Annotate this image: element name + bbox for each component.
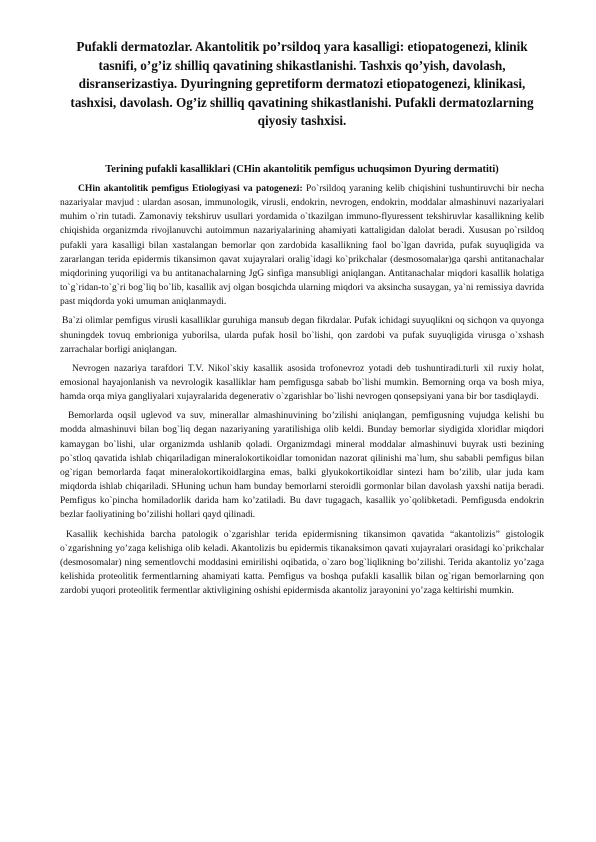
paragraph-viral-theory: Ba`zi olimlar pemfigus virusli kasalliklar guruhiga mansub degan fikrdalar. Pufak ichidagi suyuqlikni oq sichqon va quyonga shuningdek tovuq embrioniga yuborilsa, ularda pufak hosil bo`lishi, qon zardobi va pufak suyuqligida virusga o`xshash zarrachalar borligi aniqlangan. bbox=[60, 315, 544, 355]
paragraph-metabolic-theory: Bemorlarda oqsil uglevod va suv, minerallar almashinuvining bo’zilishi aniqlangan, pemfigusning vujudga kelishi bu modda almashinuvi bilan bog`liq degan nazariyaning yaratilishiga olib keldi. Bunday bemorlar siydigida xloridlar miqdori kamaygan bo`lishi, ular organizmda ushlanib qoladi. Organizmdagi mineral moddalar almashinuvi buyrak usti bezining po`stloq qavatida ishlab chiqariladigan mineralokortikoidlar tomonidan nazorat qilinishi ma`lum, shu sababli pemfigus bilan og`rigan bemorlarda faqat mineralokortikoidlargina emas, balki glyukokortikoidlar sintezi ham bo’zilib, ular juda kam miqdorda ishlab chiqariladi. SHuning uchun ham bunday bemorlarni steroidli gormonlar bilan davolash yaxshi natija beradi. Pemfigus ko`pincha homiladorlik darida ham ko’zatiladi. Bu davr tugagach, kasallik yo`qolibketadi. Pemfigusda endokrin bezlar faoliyatining bo’zilishi hollari qayd qilinadi. bbox=[60, 410, 544, 521]
paragraph-lead: CHin akantolitik pemfigus Etiologiyasi va patogenezi: bbox=[78, 182, 303, 194]
paragraph-acantholysis: Kasallik kechishida barcha patologik o`zgarishlar terida epidermisning tikansimon qavatida “akantolizis” gistologik o`zgarishning yo’zaga kelishiga olib keladi. Akantolizis bu epidermis tikanaksimon qavati xujayralari orasidagi ko`prikchalar (desmosomalar) ning sementlovchi moddasini emirilishi oqibatida, o`zaro bog`liqlikning bo’zilishi. Terida akantoliz yo’zaga kelishida proteolitik fermentlarning ahamiyati katta. Pemfigus va boshqa pufakli kasallik bilan og`rigan bemorlarning qon zardobi yuqori proteolitik fermentlar aktivligining oshishi epidermisda akantoliz jarayonini yo’zaga keltirishi mumkin. bbox=[60, 528, 544, 597]
paragraph-text: Po`rsildoq yaraning kelib chiqishini tushuntiruvchi bir necha nazariyalar mavjud : ulardan asosan, immunologik, virusli, endokrin, nevrogen, endokrin, moddalar almashinuvi nazariyalari muhim o`rin tutadi. Zamonaviy tekshiruv usullari yordamida o`tkazilgan immuno-flyuressent tekshiruvlar kasallikning kelib chiqishida organizmda rivojlanuvchi autoimmun nazariyalarining ahamiyati kattaligidan dalolat beradi. Xususan po`rsildoq pufakli yara kasalligi bilan xastalangan bemorlar qon zardobida kasallikning faol bo`lgan davrida, pufak suyuqligida va zararlangan terida epidermis tikansimon qavat xujayralari oralig`idagi ko`prikchalar (desmosomalar)ga qarshi antitanachalar miqdorining yuqoriligi va bu antitanachalarning JgG sinfiga mansubligi aniqlangan. Antitanachalar miqdori kasallik holatiga to`g`ridan-to`g`ri bog`liq bo`lib, kasallik avj olgan bosqichda ularning miqdori va aksincha susaygan, ya`ni remissiya davrida past miqdorda yoki umuman aniqlanmaydi. bbox=[60, 182, 545, 308]
section-subtitle: Terining pufakli kasalliklari (CHin akantolitik pemfigus uchuqsimon Dyuring dermatiti) bbox=[105, 163, 499, 175]
document-title: Pufakli dermatozlar. Akantolitik po’rsildoq yara kasalligi: etiopatogenezi, klinik tasnifi, o’g’iz shilliq qavatining shikastlanishi. Tashxis qo’yish, davolash, disranserizastiya. Dyuringning gepretiform dermatozi etiopatogenezi, klinikasi, tashxisi, davolash. Og’iz shilliq qavatining shikastlanishi. Pufakli dermatozlarning qiyosiy tashxisi. bbox=[70, 39, 534, 129]
paragraph-neurogenic-theory: Nevrogen nazariya tarafdori T.V. Nikol`skiy kasallik asosida trofonevroz yotadi deb tushuntiradi.turli xil ruxiy holat, emosional hayajonlanish va nevrologik kasalliklar ham pemfigusga sabab bo`lishi mumkin. Bemorning orqa va bosh miya, hamda orqa miya gangliyalari xujayralarida degenerativ o`zgarishlar bo`lishi nevrogen qonsepsiyani yana bir bor tasdiqlaydi. bbox=[60, 362, 544, 403]
document-page bbox=[60, 38, 544, 603]
paragraph-etiology bbox=[60, 182, 544, 309]
